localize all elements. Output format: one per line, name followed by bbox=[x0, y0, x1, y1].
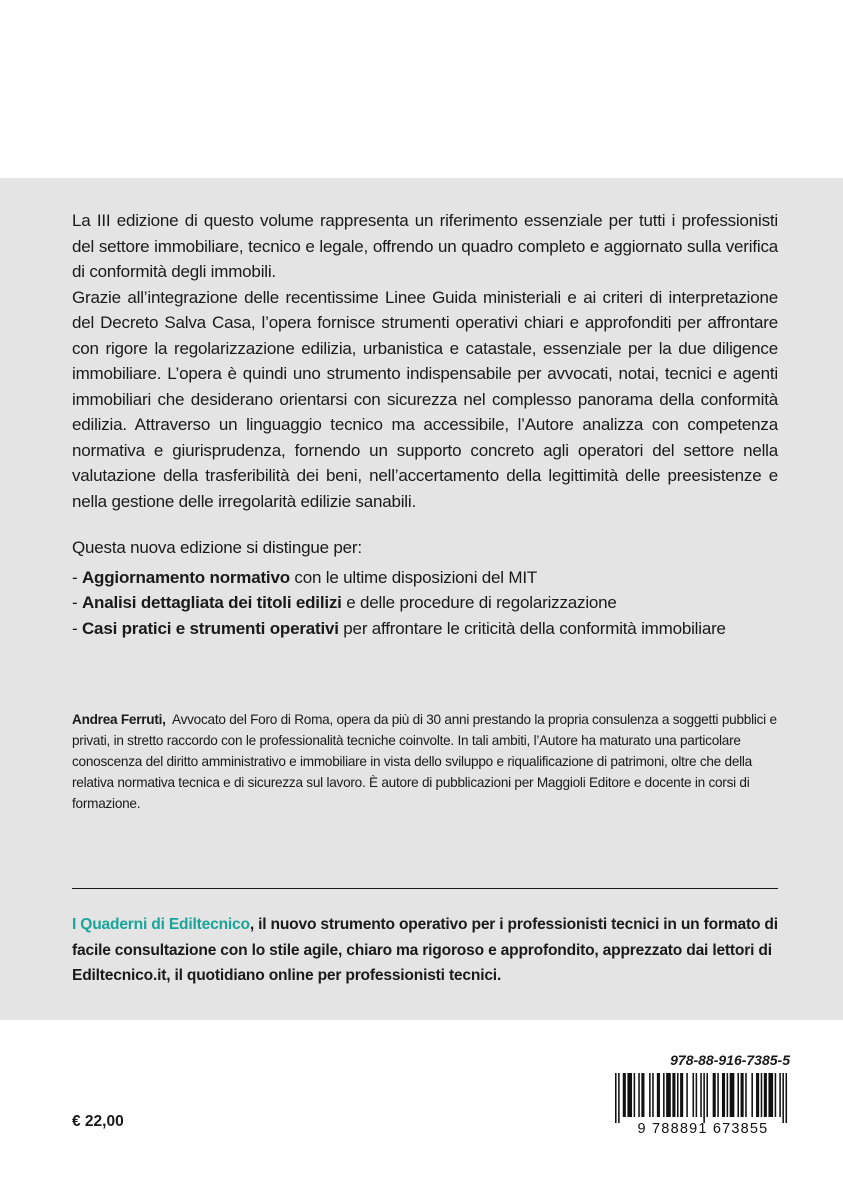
top-blank-area bbox=[0, 0, 843, 178]
feature-item bbox=[72, 565, 792, 591]
feature-bullet: - bbox=[72, 618, 82, 638]
description-paragraph-2: Grazie all’integrazione delle recentissime Linee Guida ministeriali e ai criteri di interpretazione del Decreto Salva Casa, l’opera fornisce strumenti operativi chiari e approfonditi per affrontare con rigore la regolarizzazione edilizia, urbanistica e catastale, essenziale per la due diligence immobiliare. L’opera è quindi uno strumento indispensabile per avvocati, notai, tecnici e agenti immobiliari che desiderano orientarsi con sicurezza nel complesso panorama della conformità edilizia. Attraverso un linguaggio tecnico ma accessibile, l’Autore analizza con competenza normativa e giurisprudenza, fornendo un supporto concreto agli operatori del settore nella valutazione della trasferibilità dei beni, nell’accertamento della legittimità delle preesistenze e nella gestione delle irregolarità edilizie sanabili. bbox=[72, 287, 778, 511]
feature-text: e delle procedure di regolarizzazione bbox=[341, 593, 617, 612]
feature-highlight: Casi pratici e strumenti operativi bbox=[81, 618, 339, 638]
features-list bbox=[72, 535, 792, 641]
feature-highlight: Analisi dettagliata dei titoli edilizi bbox=[81, 593, 342, 612]
barcode-digits: 9 788891 673855 bbox=[637, 1121, 769, 1136]
description-block bbox=[72, 208, 778, 514]
series-name: I Quaderni di Ediltecnico bbox=[72, 916, 250, 933]
isbn-number: 978-88-916-7385-5 bbox=[670, 1052, 790, 1068]
author-bio bbox=[72, 709, 784, 814]
features-intro: Questa nuova edizione si distingue per: bbox=[72, 538, 362, 557]
section-divider bbox=[72, 888, 778, 889]
series-description bbox=[72, 912, 784, 989]
feature-bullet: - bbox=[72, 567, 82, 587]
feature-item bbox=[72, 590, 792, 616]
isbn-barcode bbox=[603, 1072, 793, 1136]
feature-text: con le ultime disposizioni del MIT bbox=[289, 567, 538, 587]
price-label: € 22,00 bbox=[72, 1113, 124, 1130]
feature-text: per affrontare le criticità della conformità immobiliare bbox=[338, 618, 726, 638]
series-text: , il nuovo strumento operativo per i professionisti tecnici in un formato di facile consultazione con lo stile agile, chiaro ma rigoroso e approfondito, apprezzato dai lettori di Ediltecnico.it, il quotidiano online per professionisti tecnici. bbox=[72, 916, 778, 984]
author-name: Andrea Ferruti, bbox=[72, 712, 166, 727]
feature-bullet: - bbox=[72, 593, 82, 612]
author-bio-text: Avvocato del Foro di Roma, opera da più di 30 anni prestando la propria consulenza a soggetti pubblici e privati, in stretto raccordo con le professionalità tecniche coinvolte. In tali ambiti, l’Autore ha maturato una particolare conoscenza del diritto amministrativo e immobiliare in vista dello sviluppo e riqualificazione di patrimoni, oltre che della relativa normativa tecnica e di sicurezza sul lavoro. È autore di pubblicazioni per Maggioli Editore e docente in corsi di formazione. bbox=[72, 712, 777, 811]
feature-item bbox=[72, 616, 792, 642]
feature-highlight: Aggiornamento normativo bbox=[81, 567, 290, 587]
description-paragraph-1: La III edizione di questo volume rappresenta un riferimento essenziale per tutti i professionisti del settore immobiliare, tecnico e legale, offrendo un quadro completo e aggiornato sulla verifica di conformità degli immobili. bbox=[72, 211, 778, 281]
